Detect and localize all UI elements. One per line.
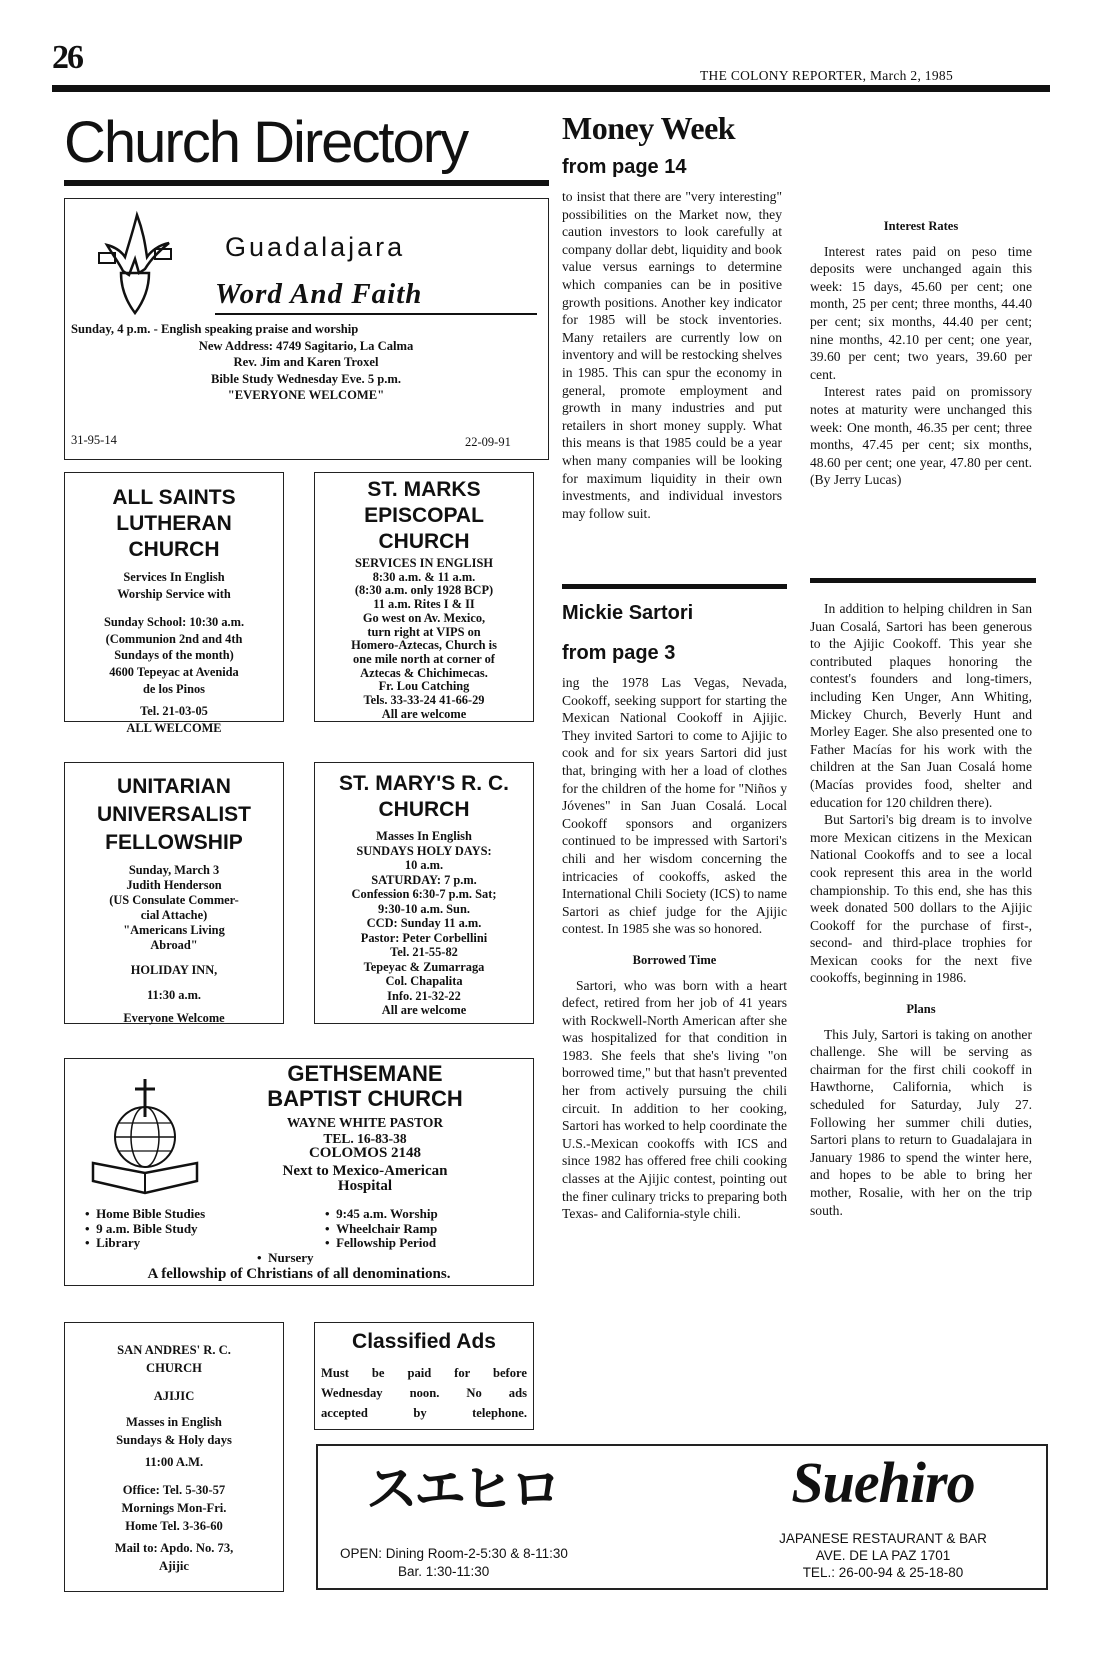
mickie-body bbox=[562, 674, 787, 1223]
title-line: ST. MARY'S R. C. bbox=[339, 772, 509, 795]
detail-line: 4600 Tepeyac at Avenida bbox=[109, 664, 239, 679]
title-line: LUTHERAN bbox=[116, 512, 232, 535]
title-line: ST. MARKS bbox=[367, 478, 481, 501]
article-paragraph: to insist that there are "very interesting" possibilities on the Market now, they caution investors to look carefully at company dollar debt, liquidity and book value versus earnings to determine which companies can be in positive growth positions. Another key indicator for 1985 will be stock inventories. Many retailers are currently low on inventory and will be restocking shelves in 1985. This can spur the economy in general, promote employment and growth in many industries and put retailers in short money supply. What this means is that 1985 could be a year when many companies will be looking for maximum liquidity in their own investments, and individual investors may follow suit. bbox=[562, 189, 782, 521]
section-title: Church Directory bbox=[64, 110, 468, 175]
list-item-label: Home Bible Studies bbox=[96, 1206, 206, 1221]
title-line: EPISCOPAL bbox=[364, 504, 484, 527]
gethsemane-right-list bbox=[325, 1207, 438, 1251]
globe-bible-cross-icon bbox=[85, 1077, 205, 1197]
detail-line: Worship Service with bbox=[117, 586, 231, 601]
detail-line: JAPANESE RESTAURANT & BAR bbox=[779, 1531, 987, 1546]
gethsemane-details bbox=[235, 1115, 495, 1195]
list-item: • Library bbox=[85, 1235, 141, 1250]
borrowed-time-subhead: Borrowed Time bbox=[632, 952, 717, 967]
detail-line: HOLIDAY INN, bbox=[130, 963, 218, 977]
list-item-label: Nursery bbox=[268, 1250, 314, 1265]
mickie-jump: from page 3 bbox=[562, 642, 676, 664]
article-paragraph: Interest rates paid on promissory notes at maturity were unchanged this week: One month, 46.35 per cent; three months, 47.45 per cent; six months, 48.60 per cent; one year, 47.80 per cent. (By Jerry Lucas) bbox=[810, 384, 1032, 488]
list-item-label: Wheelchair Ramp bbox=[336, 1220, 438, 1236]
detail-line: one mile north at corner of bbox=[353, 651, 495, 666]
detail-line: Everyone Welcome bbox=[123, 1011, 225, 1025]
article-paragraph: But Sartori's big dream is to involve more Mexican citizens in the Mexican National Cookoffs and to see a local cook represent this area in the world championship. To this end, she has this week donated 500 dollars to the Ajijic Cookoff for the purchase of first-, second- and third-place trophies for Mexican cooks for the next five cookoffs, beginning in 1986. bbox=[810, 812, 1032, 986]
st-marks-ad bbox=[314, 472, 534, 722]
detail-line: Tel. 21-03-05 bbox=[140, 704, 208, 719]
detail-line: TEL.: 26-00-94 & 25-18-80 bbox=[802, 1565, 964, 1580]
detail-line: All are welcome bbox=[381, 1003, 467, 1017]
guadalajara-code-left: 31-95-14 bbox=[71, 433, 117, 447]
detail-line: SERVICES IN ENGLISH bbox=[355, 556, 493, 570]
gethsemane-footer: A fellowship of Christians of all denominations. bbox=[147, 1266, 451, 1282]
detail-line: Office: Tel. 5-30-57 bbox=[122, 1483, 226, 1497]
money-week-jump: from page 14 bbox=[562, 156, 687, 178]
list-item-label: Fellowship Period bbox=[336, 1235, 437, 1250]
detail-line: Hospital bbox=[337, 1178, 393, 1194]
all-saints-ad bbox=[64, 472, 284, 735]
detail-line: Must be paid for before bbox=[321, 1366, 527, 1380]
column-rule bbox=[562, 584, 787, 589]
detail-line: Wednesday noon. No ads bbox=[321, 1386, 527, 1400]
all-saints-details bbox=[69, 569, 279, 736]
detail-line: Judith Henderson bbox=[126, 878, 222, 892]
gethsemane-ad bbox=[64, 1058, 534, 1286]
detail-line: Ajijic bbox=[158, 1559, 190, 1573]
detail-line: Info. 21-32-22 bbox=[387, 988, 461, 1003]
detail-line: SATURDAY: 7 p.m. bbox=[371, 872, 477, 887]
article-paragraph: Sartori, who was born with a heart defect, retired from her job of 41 years with Rockwell-North American after she was hospitalized for that condition in 1983. She feels that she's living "on borrowed time," but that hasn't prevented her from actively pursuing the chili circuit. In addition to her cooking, Sartori has worked to help coordinate the U.S.-Mexican cookoffs with ICS and since 1982 has offered free chili cooking classes at the Ajijic contest, pointing out the finer culinary tricks to preparing both Texas- and California-style chili. bbox=[562, 977, 787, 1222]
detail-line: Home Tel. 3-36-60 bbox=[125, 1519, 223, 1533]
all-saints-title bbox=[65, 485, 283, 563]
detail-line: WAYNE WHITE PASTOR bbox=[286, 1115, 444, 1130]
guadalajara-details bbox=[71, 321, 541, 404]
detail-line: Mail to: Apdo. No. 73, bbox=[114, 1541, 234, 1555]
detail-line: turn right at VIPS on bbox=[367, 624, 481, 639]
detail-line: (Communion 2nd and 4th bbox=[105, 631, 243, 646]
article-paragraph: This July, Sartori is taking on another challenge. She will be serving as chairman for the first chili cookoff in Hawthorne, California, which is scheduled for Saturday, July 27. Following her summer chili duties, Sartori plans to return to Guadalajara in January 1986 to spend the winter here, and hopes to be able to bring her mother, Rosalie, with her on the trip south. bbox=[810, 1026, 1032, 1218]
mickie-body-continued bbox=[810, 600, 1032, 1219]
detail-line: 10 a.m. bbox=[404, 858, 444, 872]
st-marys-title bbox=[315, 771, 533, 823]
detail-line: Aztecas & Chichimecas. bbox=[360, 665, 488, 680]
masthead-rule bbox=[52, 85, 1050, 92]
detail-line: 11:30 a.m. bbox=[146, 988, 202, 1002]
guadalajara-line: Sunday, 4 p.m. - English speaking praise and worship bbox=[71, 322, 359, 336]
detail-line: Tels. 33-33-24 41-66-29 bbox=[363, 693, 485, 708]
san-andres-ad bbox=[64, 1322, 284, 1592]
suehiro-bar-hours: Bar. 1:30-11:30 bbox=[398, 1564, 490, 1579]
list-item: • Wheelchair Ramp bbox=[325, 1220, 438, 1236]
detail-line: COLOMOS 2148 bbox=[308, 1145, 422, 1161]
detail-line: 9:30-10 a.m. Sun. bbox=[378, 901, 470, 916]
detail-line: Masses In English bbox=[376, 829, 472, 843]
detail-line: ALL WELCOME bbox=[126, 720, 222, 735]
unitarian-details bbox=[67, 863, 281, 1026]
guadalajara-rule bbox=[215, 313, 537, 315]
masthead: THE COLONY REPORTER, March 2, 1985 bbox=[700, 68, 953, 83]
suehiro-hours: OPEN: Dining Room-2-5:30 & 8-11:30 bbox=[340, 1546, 568, 1561]
plans-subhead: Plans bbox=[906, 1002, 936, 1017]
detail-line: accepted by telephone. bbox=[321, 1406, 527, 1420]
suehiro-ad bbox=[316, 1444, 1048, 1590]
detail-line: de los Pinos bbox=[143, 681, 205, 696]
detail-line: Fr. Lou Catching bbox=[378, 679, 470, 694]
detail-line: Sunday School: 10:30 a.m. bbox=[103, 615, 245, 630]
detail-line: "Americans Living bbox=[123, 923, 225, 937]
interest-rates-subhead: Interest Rates bbox=[883, 219, 959, 233]
suehiro-katakana-logo: スエヒロ bbox=[366, 1460, 559, 1520]
detail-line: SUNDAYS HOLY DAYS: bbox=[356, 843, 492, 858]
guadalajara-line: Bible Study Wednesday Eve. 5 p.m. bbox=[210, 371, 402, 386]
list-item: • 9 a.m. Bible Study bbox=[85, 1220, 198, 1236]
guadalajara-line: "EVERYONE WELCOME" bbox=[227, 388, 385, 402]
detail-line: (8:30 a.m. only 1928 BCP) bbox=[354, 583, 494, 598]
word-and-faith: Word And Faith bbox=[215, 278, 423, 310]
st-marks-title bbox=[315, 477, 533, 555]
detail-line: 8:30 a.m. & 11 a.m. bbox=[372, 569, 476, 584]
detail-line: 11:00 A.M. bbox=[144, 1455, 204, 1469]
title-line: CHURCH bbox=[378, 530, 470, 553]
detail-line: Tepeyac & Zumarraga bbox=[363, 959, 485, 974]
st-marys-details bbox=[317, 829, 531, 1018]
guadalajara-line: New Address: 4749 Sagitario, La Calma bbox=[198, 338, 414, 353]
title-line: FELLOWSHIP bbox=[105, 831, 243, 854]
list-item-label: Library bbox=[96, 1235, 141, 1250]
detail-line: CHURCH bbox=[146, 1361, 202, 1375]
detail-line: Tel. 21-55-82 bbox=[390, 945, 458, 959]
guadalajara-ad bbox=[64, 198, 549, 460]
detail-line: AJIJIC bbox=[153, 1389, 195, 1403]
suehiro-address bbox=[738, 1530, 1028, 1581]
title-line: UNITARIAN bbox=[117, 775, 231, 798]
gethsemane-title bbox=[245, 1061, 485, 1111]
gethsemane-left-list bbox=[85, 1207, 205, 1251]
guadalajara-name: Guadalajara bbox=[225, 232, 406, 262]
st-marks-details bbox=[318, 557, 530, 721]
title-line: CHURCH bbox=[128, 538, 220, 561]
detail-line: All are welcome bbox=[381, 706, 467, 721]
detail-line: cial Attache) bbox=[140, 908, 208, 922]
detail-line: Pastor: Peter Corbellini bbox=[360, 930, 488, 945]
mickie-headline: Mickie Sartori bbox=[562, 602, 694, 624]
article-paragraph: In addition to helping children in San Juan Cosalá, Sartori has been generous to the Ajijic Cookoff. This year she contributed plaques honoring the contest's founders and long-timers, including Ken Unger, Ann Whiting, Mickey Church, Beverly Hunt and Morley Eager. She also presented one to Father Macías for his work with the children at the San Juan Cosalá home (Macías provides food, shelter and education for 120 children there). bbox=[810, 601, 1032, 810]
title-line: GETHSEMANE bbox=[287, 1061, 443, 1086]
detail-line: (US Consulate Commer- bbox=[109, 893, 239, 907]
unitarian-title bbox=[65, 773, 283, 857]
section-title-rule bbox=[64, 180, 549, 186]
detail-line: AVE. DE LA PAZ 1701 bbox=[815, 1548, 951, 1563]
list-item-label: 9 a.m. Bible Study bbox=[96, 1220, 198, 1236]
detail-line: Go west on Av. Mexico, bbox=[362, 610, 486, 625]
san-andres-details bbox=[67, 1341, 281, 1575]
money-week-body bbox=[562, 188, 782, 522]
list-item: • Home Bible Studies bbox=[85, 1206, 206, 1221]
money-week-headline: Money Week bbox=[562, 110, 736, 146]
detail-line: Col. Chapalita bbox=[385, 974, 463, 988]
detail-line: Confession 6:30-7 p.m. Sat; bbox=[351, 887, 497, 901]
detail-line: Sundays & Holy days bbox=[116, 1433, 232, 1447]
detail-line: Masses in English bbox=[126, 1415, 222, 1429]
list-item-label: 9:45 a.m. Worship bbox=[336, 1206, 438, 1221]
classified-ads bbox=[314, 1322, 534, 1430]
detail-line: SAN ANDRES' R. C. bbox=[117, 1343, 231, 1357]
detail-line: Mornings Mon-Fri. bbox=[121, 1501, 227, 1515]
money-week-interest-rates bbox=[810, 208, 1032, 489]
gethsemane-bottom-item: • Nursery bbox=[257, 1250, 314, 1265]
detail-line: Services In English bbox=[123, 570, 225, 584]
detail-line: Homero-Aztecas, Church is bbox=[351, 638, 497, 653]
guadalajara-code-right: 22-09-91 bbox=[465, 435, 511, 449]
st-marys-ad bbox=[314, 762, 534, 1024]
title-line: UNIVERSALIST bbox=[96, 803, 251, 826]
unitarian-ad bbox=[64, 762, 284, 1024]
dove-flame-icon bbox=[85, 209, 185, 319]
classified-title: Classified Ads bbox=[352, 1330, 496, 1353]
detail-line: Next to Mexico-American bbox=[282, 1162, 448, 1179]
list-item: • Fellowship Period bbox=[325, 1235, 437, 1250]
title-line: CHURCH bbox=[378, 798, 470, 821]
article-paragraph: ing the 1978 Las Vegas, Nevada, Cookoff, seeking support for starting the Mexican National Cookoff in Ajijic. They invited Sartori to come to Ajijic to cook and for six years Sartori did just that, bringing with her a load of clothes for the children of the home for "Niños y Jóvenes" in San Juan Cosalá. Local Cookoff sponsors and organizers continued to be impressed with Sartori's chili and her wisdom concerning the intricacies of cookoffs, asked the International Chili Society (ICS) to name Sartori as chief judge for the Ajijic contest. In 1985 she was so honored. bbox=[562, 675, 787, 937]
detail-line: Sundays of the month) bbox=[114, 648, 234, 663]
detail-line: 11 a.m. Rites I & II bbox=[373, 597, 475, 612]
detail-line: Sunday, March 3 bbox=[128, 863, 220, 877]
detail-line: Abroad" bbox=[150, 938, 198, 952]
suehiro-brand: Suehiro bbox=[791, 1450, 975, 1515]
title-line: BAPTIST CHURCH bbox=[267, 1086, 463, 1111]
detail-line: CCD: Sunday 11 a.m. bbox=[366, 916, 482, 930]
article-paragraph: Interest rates paid on peso time deposits were unchanged again this week: 15 days, 45.60 per cent; one month, 25 per cent; three months, 44.40 per cent; six months, 44.40 per cent; nine months, 42.10 per cent; one year, 39.60 per cent; two years, 39.60 per cent. bbox=[810, 243, 1032, 382]
page-number: 26 bbox=[52, 39, 82, 76]
title-line: ALL SAINTS bbox=[112, 486, 236, 509]
classified-details bbox=[321, 1363, 527, 1423]
detail-line: TEL. 16-83-38 bbox=[323, 1130, 407, 1146]
list-item: • 9:45 a.m. Worship bbox=[325, 1206, 438, 1221]
guadalajara-line: Rev. Jim and Karen Troxel bbox=[233, 355, 379, 369]
column-rule bbox=[810, 578, 1036, 583]
